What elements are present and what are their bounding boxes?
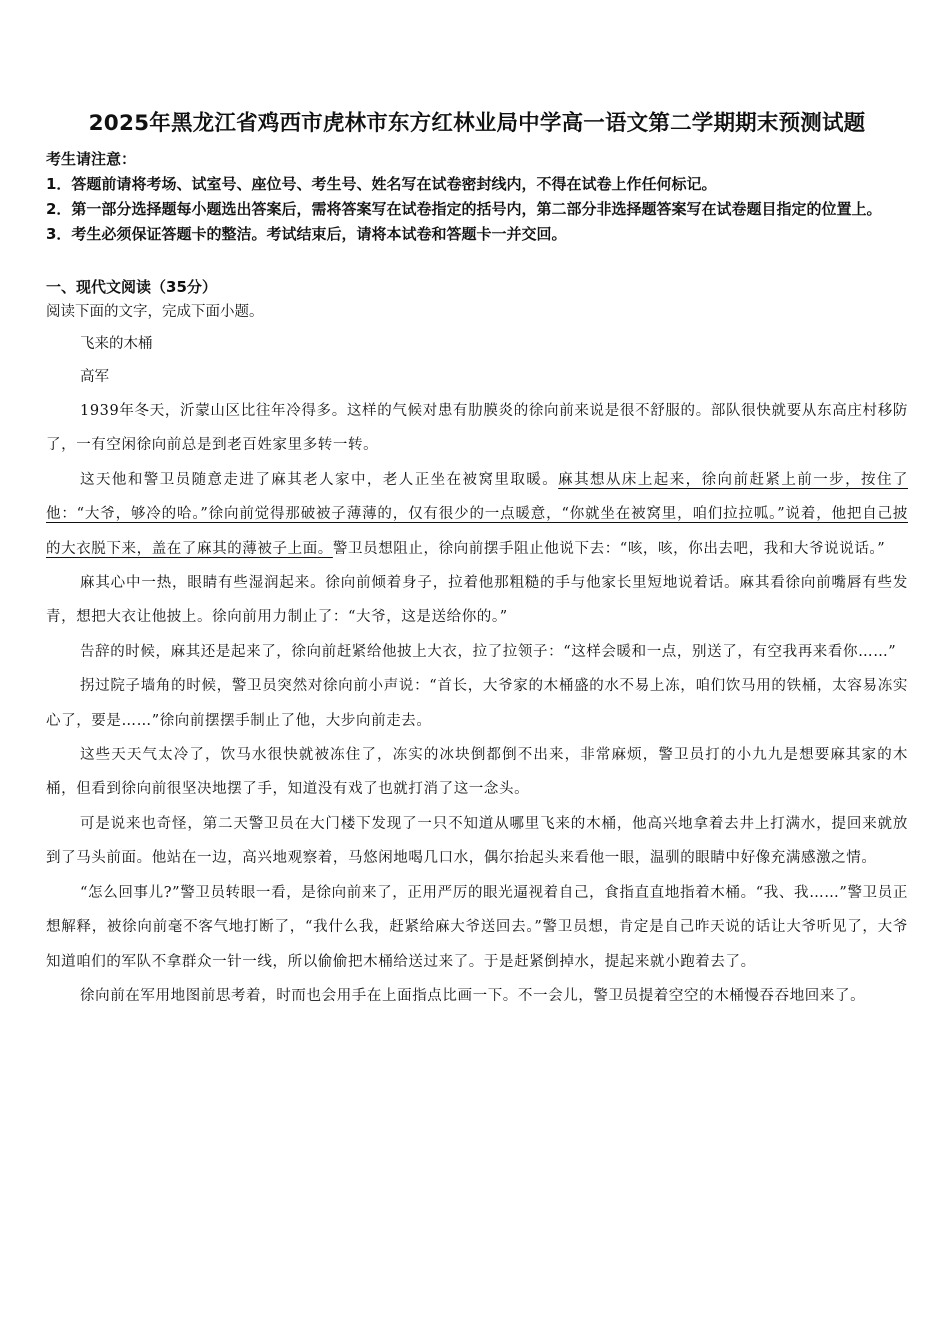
article-paragraph: 这些天天气太冷了，饮马水很快就被冻住了，冻实的冰块倒都倒不出来，非常麻烦，警卫员打的小九九是想要麻其家的木桶，但看到徐向前很坚决地摆了手，知道没有戏了也就打消了这一念头。 xyxy=(46,747,908,798)
article-title: 飞来的木桶 xyxy=(80,336,153,352)
article-body xyxy=(46,394,908,1013)
article-paragraph: 麻其心中一热，眼睛有些湿润起来。徐向前倾着身子，拉着他那粗糙的手与他家长里短地说着话。麻其看徐向前嘴唇有些发青，想把大衣让他披上。徐向前用力制止了：“大爷，这是送给你的。” xyxy=(46,575,908,626)
article-paragraph xyxy=(46,463,908,566)
paragraph-text: 警卫员想阻止，徐向前摆手阻止他说下去：“咳，咳，你出去吧，我和大爷说说话。” xyxy=(332,540,886,557)
notice-item: 3．考生必须保证答题卡的整洁。考试结束后，请将本试卷和答题卡一并交回。 xyxy=(46,225,567,243)
exam-page xyxy=(46,108,908,1013)
paragraph-text: 这天他和警卫员随意走进了麻其老人家中，老人正坐在被窝里取暖。 xyxy=(80,471,559,488)
article-paragraph: 可是说来也奇怪，第二天警卫员在大门楼下发现了一只不知道从哪里飞来的木桶，他高兴地拿着去井上打满水，提回来就放到了马头前面。他站在一边，高兴地观察着，马悠闲地喝几口水，偶尔抬起头来看他一眼，温驯的眼睛中好像充满感激之情。 xyxy=(46,815,908,867)
article-paragraph: “怎么回事儿?”警卫员转眼一看，是徐向前来了，正用严厉的眼光逼视着自己，食指直直地指着木桶。“我、我……”警卫员正想解释，被徐向前毫不客气地打断了，“我什么我，赶紧给麻大爷送回去。”警卫员想，肯定是自己昨天说的话让大爷听见了，大爷知道咱们的军队不拿群众一针一线，所以偷偷把木桶给送过来了。于是赶紧倒掉水，提起来就小跑着去了。 xyxy=(46,884,908,970)
notice-block xyxy=(46,147,908,247)
section-heading: 一、现代文阅读（35分） xyxy=(46,278,217,296)
notice-item: 1．答题前请将考场、试室号、座位号、考生号、姓名写在试卷密封线内，不得在试卷上作任何标记。 xyxy=(46,175,717,193)
exam-title: 2025年黑龙江省鸡西市虎林市东方红林业局中学高一语文第二学期期末预测试题 xyxy=(88,111,866,136)
notice-item: 2．第一部分选择题每小题选出答案后，需将答案写在试卷指定的括号内，第二部分非选择题答案写在试卷题目指定的位置上。 xyxy=(46,200,882,218)
article-paragraph: 拐过院子墙角的时候，警卫员突然对徐向前小声说：“首长，大爷家的木桶盛的水不易上冻，咱们饮马用的铁桶，太容易冻实心了，要是……”徐向前摆摆手制止了他，大步向前走去。 xyxy=(46,678,908,729)
article-author: 高军 xyxy=(80,369,109,385)
notice-heading: 考生请注意： xyxy=(46,150,137,168)
underlined-passage: 麻其想从床上起来，徐向前赶紧上前一步，按住了他：“大爷，够冷的哈。”徐向前觉得那破被子薄薄的，仅有很少的一点暖意，“你就坐在被窝里，咱们拉拉呱。”说着，他把自己披的大衣脱下来，盖在了麻其的薄被子上面。 xyxy=(46,471,908,557)
article-paragraph: 告辞的时候，麻其还是起来了，徐向前赶紧给他披上大衣，拉了拉领子：“这样会暖和一点，别送了，有空我再来看你……” xyxy=(80,643,897,660)
section-intro: 阅读下面的文字，完成下面小题。 xyxy=(46,304,264,320)
article-paragraph: 徐向前在军用地图前思考着，时而也会用手在上面指点比画一下。不一会儿，警卫员提着空空的木桶慢吞吞地回来了。 xyxy=(80,987,866,1004)
article-paragraph: 1939年冬天，沂蒙山区比往年冷得多。这样的气候对患有肋膜炎的徐向前来说是很不舒服的。部队很快就要从东高庄村移防了，一有空闲徐向前总是到老百姓家里多转一转。 xyxy=(46,403,908,454)
